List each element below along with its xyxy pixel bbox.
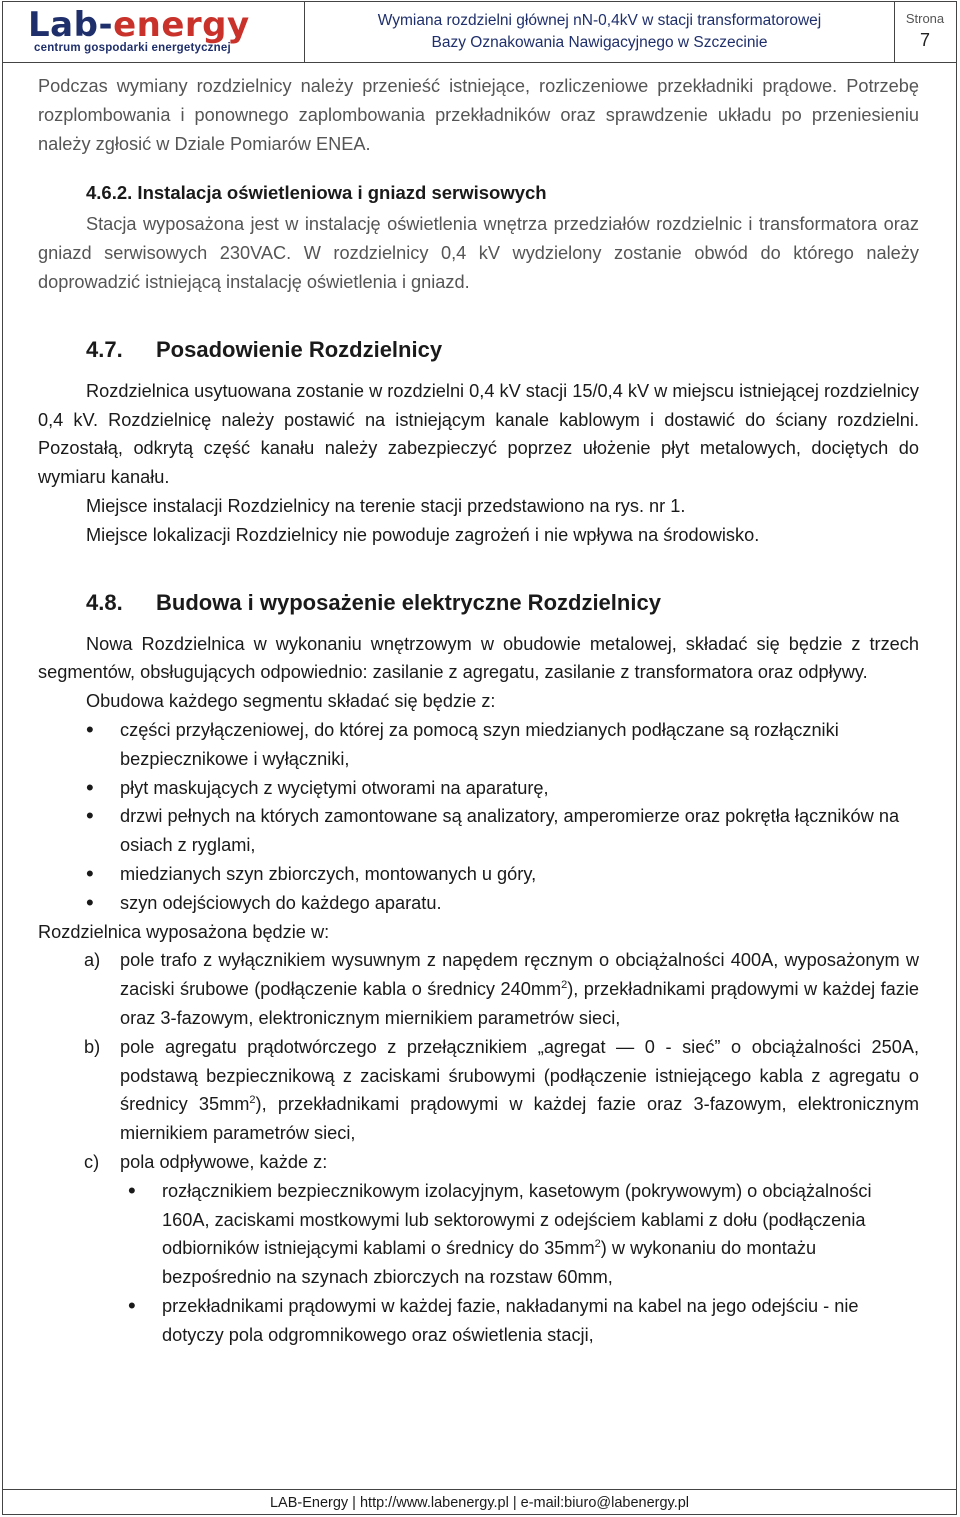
document-title <box>305 1 895 62</box>
page-number-box <box>895 1 955 62</box>
page-header <box>2 1 957 63</box>
section-4-7-heading <box>38 333 919 367</box>
list-item: • części przyłączeniowej, do której za pomocą szyn miedzianych podłączane są rozłączniki bezpiecznikowe i wyłączniki, <box>38 716 919 774</box>
equipment-item-b: b) pole agregatu prądotwórczego z przełącznikiem „agregat — 0 - sieć” o obciążalności 250A, podstawą bezpiecznikową z zaciskami śrubowymi (podłączenie istniejącego kabla z agregatu o średnicy $35mm^2$), przekładnikami prądowymi w każdej fazie oraz 3-fazowym, elektronicznym miernikiem parametrów sieci, <box>38 1033 919 1148</box>
list-item: • drzwi pełnych na których zamontowane są analizatory, amperomierze oraz pokrętła łączników na osiach z ryglami, <box>38 802 919 860</box>
section-4-6-2-heading: 4.6.2. Instalacja oświetleniowa i gniazd serwisowych <box>86 182 547 204</box>
section-4-8-paragraph-2: Obudowa każdego segmentu składać się będzie z: <box>86 691 496 712</box>
item-label: b) <box>84 1036 101 1057</box>
document-title-line2: Bazy Oznakowania Nawigacyjnego w Szczecinie <box>431 34 768 51</box>
section-title: Posadowienie Rozdzielnicy <box>156 336 443 362</box>
company-logo <box>2 1 305 62</box>
document-title-line1: Wymiana rozdzielni głównej nN-0,4kV w stacji transformatorowej <box>377 12 822 29</box>
outgoing-field-sublist <box>120 1177 919 1350</box>
section-4-8-paragraph-3: Rozdzielnica wyposażona będzie w: <box>38 921 330 942</box>
list-item: • miedzianych szyn zbiorczych, montowanych u góry, <box>38 860 919 889</box>
section-4-8-paragraph-1: Nowa Rozdzielnica w wykonaniu wnętrzowym w obudowie metalowej, składać się będzie z trzech segmentów, obsługujących odpowiednio: zasilanie z agregatu, zasilanie z transformatora oraz odpływy. <box>38 633 919 683</box>
list-item: • szyn odejściowych do każdego aparatu. <box>38 889 919 918</box>
item-label: a) <box>84 950 101 971</box>
section-4-7-paragraph-3: Miejsce lokalizacji Rozdzielnicy nie powoduje zagrożeń i nie wpływa na środowisko. <box>86 524 760 545</box>
section-number: 4.7. <box>86 336 123 362</box>
item-label: c) <box>84 1151 100 1172</box>
list-item: • przekładnikami prądowymi w każdej fazie, nakładanymi na kabel na jego odejściu - nie dotyczy pola odgromnikowego oraz oświetlenia stacji, <box>38 1292 919 1350</box>
section-4-7-paragraph-2: Miejsce instalacji Rozdzielnicy na terenie stacji przedstawiono na rys. nr 1. <box>86 495 686 516</box>
segment-components-list <box>38 716 919 918</box>
section-number: 4.8. <box>86 589 123 615</box>
document-body <box>38 72 919 1349</box>
page-number: 7 <box>919 30 930 50</box>
section-4-6-2-text: Stacja wyposażona jest w instalację oświetlenia wnętrza przedziałów rozdzielnic i transformatora oraz gniazd serwisowych 230VAC. W rozdzielnicy 0,4 kV wydzielony zostanie obwód do którego należy doprowadzić istniejącą instalację oświetlenia i gniazd. <box>38 214 919 292</box>
page-label: Strona <box>905 11 945 26</box>
list-item: • rozłącznikiem bezpiecznikowym izolacyjnym, kasetowym (pokrywowym) o obciążalności 160A, zaciskami mostkowymi lub sektorowymi z odejściem kablami z dołu (podłączenia odbiorników istniejącymi kablami o średnicy do $35mm^2$) w wykonaniu do montażu bezpośrednio na szynach zbiorczych na rozstaw 60mm, <box>38 1177 919 1292</box>
section-title: Budowa i wyposażenie elektryczne Rozdzielnicy <box>156 589 661 615</box>
intro-paragraph: Podczas wymiany rozdzielnicy należy przenieść istniejące, rozliczeniowe przekładniki prądowe. Potrzebę rozplombowania i ponownego zaplombowania przekładników oraz sprawdzenie układu po przeniesieniu należy zgłosić w Dziale Pomiarów ENEA. <box>38 76 919 154</box>
logo-wordmark: Lab-energy <box>28 5 250 45</box>
equipment-item-c: c) pola odpływowe, każde z: • rozłącznikiem bezpiecznikowym izolacyjnym, kasetowym (pokrywowym) o obciążalności 160A, zaciskami mostkowymi lub sektorowymi z odejściem kablami z dołu (podłączenia odbiorników istniejącymi kablami o średnicy do $35mm^2$) w wykonaniu do montażu bezpośrednio na szynach zbiorczych na rozstaw 60mm, • przekładnikami prądowymi w każdej fazie, nakładanymi na kabel na jego odejściu - nie dotyczy pola odgromnikowego oraz oświetlenia stacji, <box>38 1148 919 1350</box>
page-footer: LAB-Energy | http://www.labenergy.pl | e-mail:biuro@labenergy.pl <box>2 1489 957 1515</box>
list-item: • płyt maskujących z wyciętymi otworami na aparaturę, <box>38 774 919 803</box>
logo-tagline: centrum gospodarki energetycznej <box>34 42 231 54</box>
equipment-list <box>38 946 919 1349</box>
section-4-7-paragraph-1: Rozdzielnica usytuowana zostanie w rozdzielni 0,4 kV stacji 15/0,4 kV w miejscu istniejącej rozdzielnicy 0,4 kV. Rozdzielnicę należy postawić na istniejącym kanale kablowym i dostawić do ściany rozdzielni. Pozostałą, odkrytą część kanału należy zabezpieczyć poprzez ułożenie płyt metalowych, dociętych do wymiaru kanału. <box>38 380 919 488</box>
section-4-8-heading <box>38 586 919 620</box>
equipment-item-a: a) pole trafo z wyłącznikiem wysuwnym z napędem ręcznym o obciążalności 400A, wyposażonym w zaciski śrubowe (podłączenie kabla o średnicy $240mm^2$), przekładnikami prądowymi w każdej fazie oraz 3-fazowym, elektronicznym miernikiem parametrów sieci, <box>38 946 919 1032</box>
